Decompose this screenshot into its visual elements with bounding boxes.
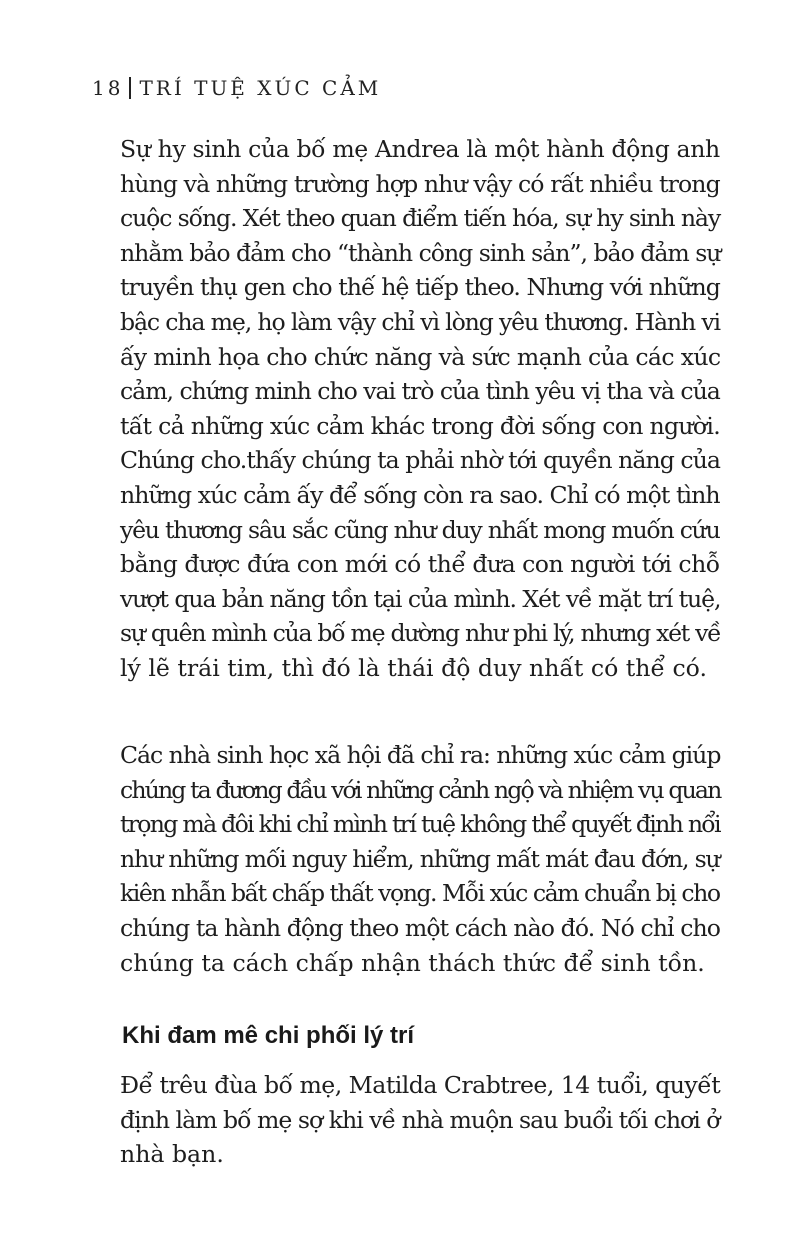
text-line: nhà bạn. [120,1140,224,1169]
text-line: kiên nhẫn bất chấp thất vọng. Mỗi xúc cảm chuẩn bị cho [120,879,720,908]
paragraph-sociobiology [120,738,720,980]
paragraph-matilda [120,1068,720,1172]
running-header [92,76,381,100]
text-line: Chúng cho.thấy chúng ta phải nhờ tới quyền năng của [120,446,720,475]
text-line: Các nhà sinh học xã hội đã chỉ ra: những xúc cảm giúp [120,741,721,769]
book-title: TRÍ TUỆ XÚC CẢM [139,76,382,100]
text-line: lý lẽ trái tim, thì đó là thái độ duy nhất có thể có. [120,653,707,682]
section-heading: Khi đam mê chi phối lý trí [122,1022,415,1049]
text-line: như những mối nguy hiểm, những mất mát đau đớn, sự [120,844,720,873]
text-line: cuộc sống. Xét theo quan điểm tiến hóa, sự hy sinh này [120,204,721,233]
text-line: hùng và những trường hợp như vậy có rất nhiều trong [120,169,720,198]
text-line: ấy minh họa cho chức năng và sức mạnh của các xúc [120,342,721,371]
text-line: chúng ta hành động theo một cách nào đó. Nó chỉ cho [120,913,721,942]
text-line: cảm, chứng minh cho vai trò của tình yêu vị tha và của [120,377,720,406]
text-line: định làm bố mẹ sợ khi về nhà muộn sau buổi tối chơi ở [120,1105,720,1134]
text-line: nhằm bảo đảm cho “thành công sinh sản”, bảo đảm sự [120,238,721,267]
text-line: bằng được đứa con mới có thể đưa con người tới chỗ [120,550,720,579]
page-number: 18 [92,76,124,100]
text-line: trọng mà đôi khi chỉ mình trí tuệ không thể quyết định nổi [120,810,720,839]
text-line: truyền thụ gen cho thế hệ tiếp theo. Nhưng với những [120,273,720,302]
header-divider [129,77,131,99]
text-line: bậc cha mẹ, họ làm vậy chỉ vì lòng yêu thương. Hành vi [120,307,720,336]
text-line: những xúc cảm ấy để sống còn ra sao. Chỉ có một tình [120,480,720,509]
text-line: Để trêu đùa bố mẹ, Matilda Crabtree, 14 tuổi, quyết [120,1071,721,1099]
text-line: sự quên mình của bố mẹ dường như phi lý, nhưng xét về [120,619,721,648]
text-line: chúng ta cách chấp nhận thách thức để sinh tồn. [120,948,705,977]
text-line: tất cả những xúc cảm khác trong đời sống con người. [120,411,721,440]
paragraph-sacrifice [120,132,720,686]
text-line: yêu thương sâu sắc cũng như duy nhất mong muốn cứu [120,515,720,544]
text-line: Sự hy sinh của bố mẹ Andrea là một hành động anh [120,135,720,163]
text-line: chúng ta đương đầu với những cảnh ngộ và nhiệm vụ quan [120,775,721,804]
text-line: vượt qua bản năng tồn tại của mình. Xét về mặt trí tuệ, [120,584,721,613]
